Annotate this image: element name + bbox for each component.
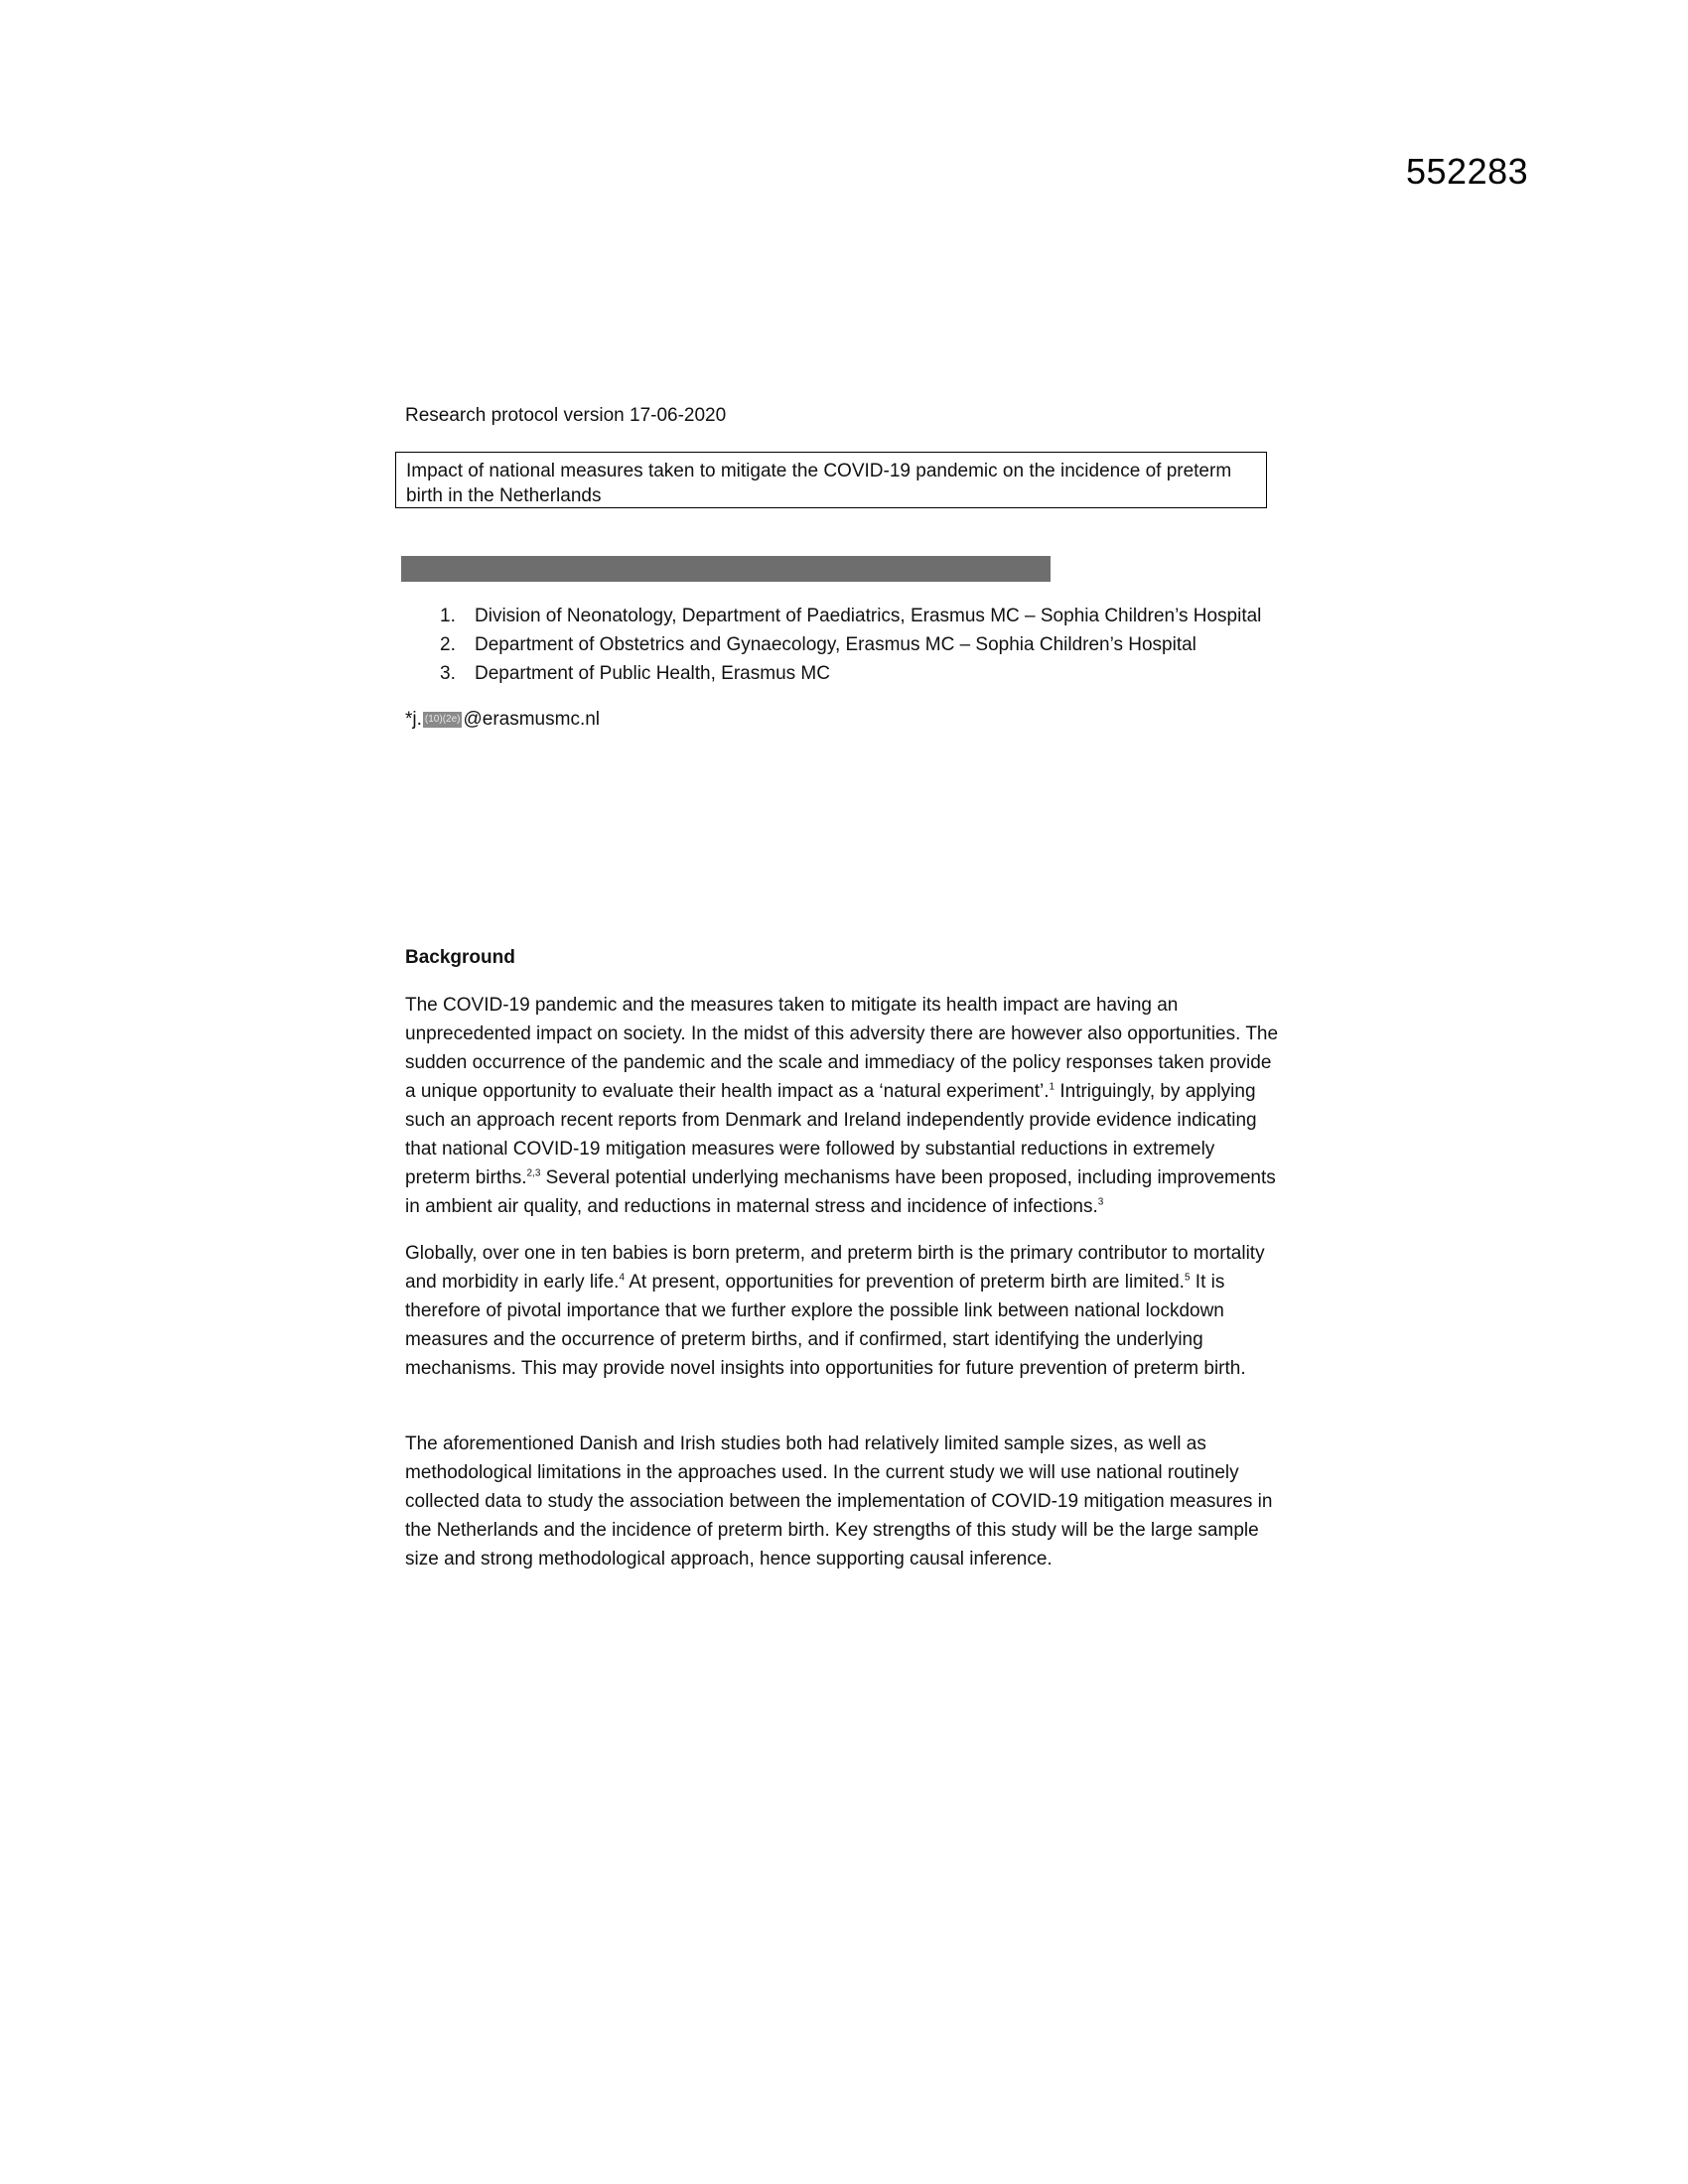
p2-sentence-2: At present, opportunities for prevention of preterm birth are limited. xyxy=(625,1272,1185,1293)
affiliation-number: 3. xyxy=(440,663,456,684)
affiliation-number: 2. xyxy=(440,634,456,655)
email-suffix: @erasmusmc.nl xyxy=(463,709,601,730)
citation-ref: 4 xyxy=(619,1272,625,1284)
affiliation-item xyxy=(405,659,1261,688)
document-title: Impact of national measures taken to mitigate the COVID-19 pandemic on the incidence of preterm birth in the Netherlands xyxy=(395,452,1267,508)
citation-ref: 2,3 xyxy=(526,1167,541,1179)
affiliations-list xyxy=(405,602,1261,688)
affiliation-text: Division of Neonatology, Department of Paediatrics, Erasmus MC – Sophia Children’s Hospital xyxy=(475,606,1262,626)
citation-ref: 3 xyxy=(1097,1196,1104,1208)
background-paragraph-1 xyxy=(405,991,1279,1221)
p1-sentence-2: Intriguingly, by applying such an approach recent reports from Denmark and Ireland independently provide evidence indicating that national COVID-19 mitigation measures were followed by substantial reductions in extremely preterm births. xyxy=(405,1081,1257,1188)
p1-sentence-1: The COVID-19 pandemic and the measures taken to mitigate its health impact are having an unprecedented impact on society. In the midst of this adversity there are however also opportunities. The sudden occurrence of the pandemic and the scale and immediacy of the policy responses taken provide a unique opportunity to evaluate their health impact as a ‘natural experiment’. xyxy=(405,995,1279,1102)
p1-sentence-3: Several potential underlying mechanisms have been proposed, including improvements in ambient air quality, and reductions in maternal stress and incidence of infections. xyxy=(405,1167,1276,1217)
affiliation-item xyxy=(405,602,1261,630)
affiliation-number: 1. xyxy=(440,606,456,626)
p2-sentence-3: It is therefore of pivotal importance that we further explore the possible link between national lockdown measures and the occurrence of preterm births, and if confirmed, start identifying the underlying mechanisms. This may provide novel insights into opportunities for future prevention of preterm birth. xyxy=(405,1272,1246,1379)
redacted-authors-bar xyxy=(401,556,1051,582)
affiliation-text: Department of Public Health, Erasmus MC xyxy=(475,663,830,684)
background-paragraph-3: The aforementioned Danish and Irish studies both had relatively limited sample sizes, as well as methodological limitations in the approaches used. In the current study we will use national routinely collected data to study the association between the implementation of COVID-19 mitigation measures in the Netherlands and the incidence of preterm birth. Key strengths of this study will be the large sample size and strong methodological approach, hence supporting causal inference. xyxy=(405,1433,1273,1570)
affiliation-text: Department of Obstetrics and Gynaecology, Erasmus MC – Sophia Children’s Hospital xyxy=(475,634,1196,655)
citation-ref: 5 xyxy=(1184,1272,1191,1284)
citation-ref: 1 xyxy=(1049,1081,1055,1093)
background-heading: Background xyxy=(405,947,515,968)
email-redaction: (10)(2e) xyxy=(423,712,463,728)
protocol-version: Research protocol version 17-06-2020 xyxy=(405,405,727,426)
p2-sentence-1: Globally, over one in ten babies is born preterm, and preterm birth is the primary contributor to mortality and morbidity in early life. xyxy=(405,1243,1265,1293)
background-paragraph-2 xyxy=(405,1239,1279,1383)
contact-email xyxy=(405,709,600,731)
page-number: 552283 xyxy=(1406,151,1529,192)
affiliation-item xyxy=(405,630,1261,659)
email-prefix: *j. xyxy=(405,709,422,730)
